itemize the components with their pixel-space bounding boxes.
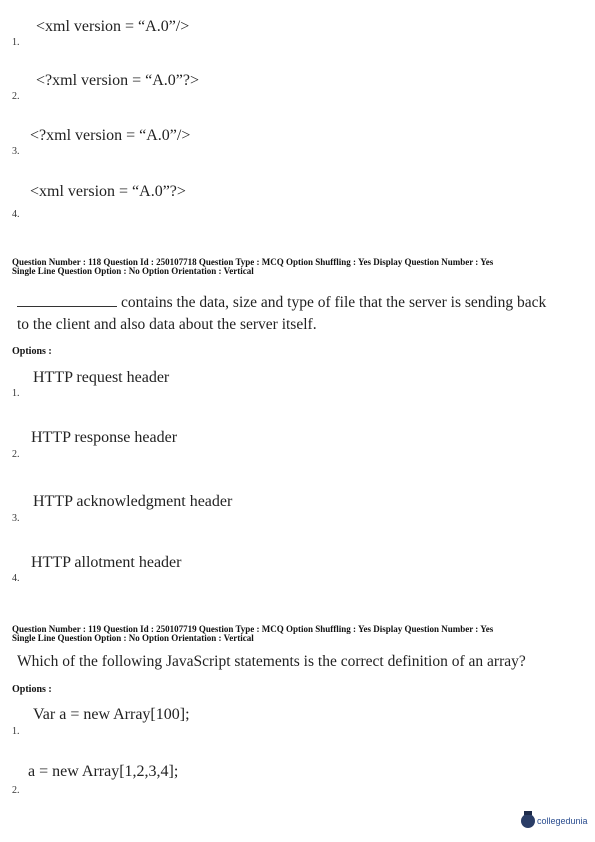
q118-option-3-number: 3. <box>12 513 20 524</box>
answer-blank <box>17 294 117 307</box>
collegedunia-logo <box>521 814 588 828</box>
q119-meta-line-1: Question Number : 119 Question Id : 250107719 Question Type : MCQ Option Shuffling : Yes Display Question Number : Yes <box>12 624 494 634</box>
q117-option-3-text: <?xml version = “A.0”/> <box>30 127 191 144</box>
q118-option-2-number: 2. <box>12 449 20 460</box>
q117-option-2-number: 2. <box>12 91 20 102</box>
mascot-icon <box>521 814 535 828</box>
q118-option-1-text: HTTP request header <box>33 369 170 386</box>
q118-options-label: Options : <box>12 346 52 357</box>
q117-option-1-text: <xml version = “A.0”/> <box>36 18 190 35</box>
q118-meta-line-2: Single Line Question Option : No Option Orientation : Vertical <box>12 266 254 276</box>
q118-question-line-2: to the client and also data about the server itself. <box>17 316 317 333</box>
q118-option-4-number: 4. <box>12 573 20 584</box>
q118-question-text-1: contains the data, size and type of file that the server is sending back <box>121 294 547 311</box>
q117-option-4-text: <xml version = “A.0”?> <box>30 183 186 200</box>
q117-option-4-number: 4. <box>12 209 20 220</box>
q118-option-2-text: HTTP response header <box>31 429 178 446</box>
q119-option-1-text: Var a = new Array[100]; <box>33 706 190 723</box>
q117-option-1-number: 1. <box>12 37 20 48</box>
q119-option-2-text: a = new Array[1,2,3,4]; <box>28 763 179 780</box>
q119-option-1-number: 1. <box>12 726 20 737</box>
q118-meta-line-1: Question Number : 118 Question Id : 250107718 Question Type : MCQ Option Shuffling : Yes Display Question Number : Yes <box>12 257 494 267</box>
q118-question-line-1 <box>17 294 546 312</box>
logo-brand-text: collegedunia <box>537 816 588 826</box>
q117-option-2-text: <?xml version = “A.0”?> <box>36 72 200 89</box>
q118-option-1-number: 1. <box>12 388 20 399</box>
q118-option-3-text: HTTP acknowledgment header <box>33 493 233 510</box>
q119-options-label: Options : <box>12 684 52 695</box>
q119-option-2-number: 2. <box>12 785 20 796</box>
q119-question: Which of the following JavaScript statements is the correct definition of an array? <box>17 653 526 670</box>
q117-option-3-number: 3. <box>12 146 20 157</box>
q119-meta-line-2: Single Line Question Option : No Option Orientation : Vertical <box>12 633 254 643</box>
q118-option-4-text: HTTP allotment header <box>31 554 182 571</box>
